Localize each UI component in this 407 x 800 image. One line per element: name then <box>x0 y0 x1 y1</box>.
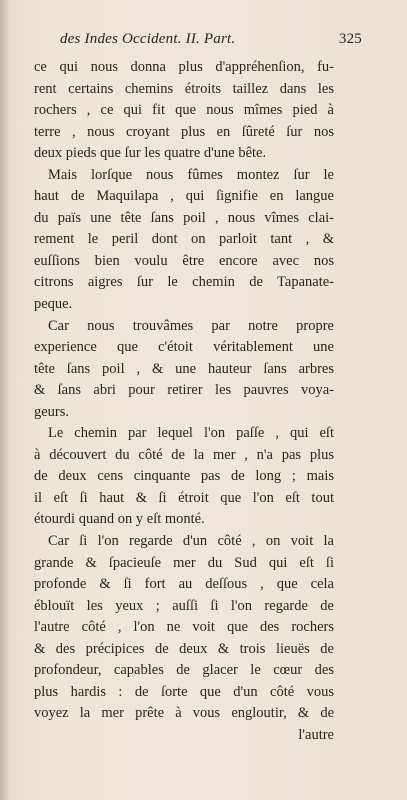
text-line: grande & ſpacieuſe mer du Sud qui eſt ſi <box>34 554 334 571</box>
text-line: rement le peril dont on parloit tant , & <box>34 231 334 248</box>
text-line: ce qui nous donna plus d'appréhenſion, fu- <box>34 59 334 75</box>
text-line: & des précipices de deux & trois lieuës de <box>34 640 334 657</box>
text-line: terre , nous croyant plus en ſûreté ſur nos <box>34 123 334 140</box>
text-line: il eſt ſi haut & ſi étroit que l'on eſt tout <box>34 489 334 506</box>
text-line: citrons aigres ſur le chemin de Tapanate- <box>34 274 334 291</box>
text-line: rochers , ce qui fit que nous mîmes pied à <box>34 102 334 119</box>
text-line: tête ſans poil , & une hauteur ſans arbres <box>34 360 334 377</box>
catchword: l'autre <box>298 726 334 743</box>
text-line: & ſans abri pour retirer les pauvres voya- <box>34 382 334 399</box>
text-line: du païs une tête ſans poil , nous vîmes clai- <box>34 209 334 226</box>
page-gutter-shadow <box>0 0 10 800</box>
text-line: Mais lorſque nous fûmes montez ſur le <box>48 166 334 183</box>
text-line: haut de Maquilapa , qui ſignifie en langue <box>34 188 334 205</box>
text-line: deux pieds que ſur les quatre d'une bête. <box>34 145 267 162</box>
body-text <box>34 57 334 747</box>
page-header <box>60 31 360 53</box>
text-line: à découvert du côté de la mer , n'a pas plus <box>34 446 334 463</box>
text-line: l'autre côté , l'on ne voit que des rochers <box>34 619 334 636</box>
text-line: étourdi quand on y eſt monté. <box>34 511 205 528</box>
text-line: peque. <box>34 296 73 313</box>
text-line: plus hardis : de ſorte que d'un côté vous <box>34 683 334 700</box>
text-line: profondeur, capables de glacer le cœur des <box>34 662 334 679</box>
text-line: rent certains chemins étroits taillez dans les <box>34 80 334 97</box>
text-line: profonde & ſi fort au deſſous , que cela <box>34 576 334 593</box>
text-line: experience que c'étoit véritablement une <box>34 339 334 356</box>
text-line: de deux cens cinquante pas de long ; mais <box>34 468 334 485</box>
text-line: voyez la mer prête à vous engloutir, & de <box>34 705 334 722</box>
text-line: Le chemin par lequel l'on paſſe , qui eſt <box>48 425 334 442</box>
text-line: Car nous trouvâmes par notre propre <box>48 317 334 334</box>
text-line: éblouït les yeux ; auſſi ſi l'on regarde de <box>34 597 334 614</box>
text-line: euſſions bien voulu être encore avec nos <box>34 252 334 269</box>
text-line: Car ſi l'on regarde d'un côté , on voit la <box>48 533 334 550</box>
page-number: 325 <box>338 31 362 47</box>
text-line: geurs. <box>34 403 70 420</box>
running-title: des Indes Occident. II. Part. <box>60 31 236 47</box>
